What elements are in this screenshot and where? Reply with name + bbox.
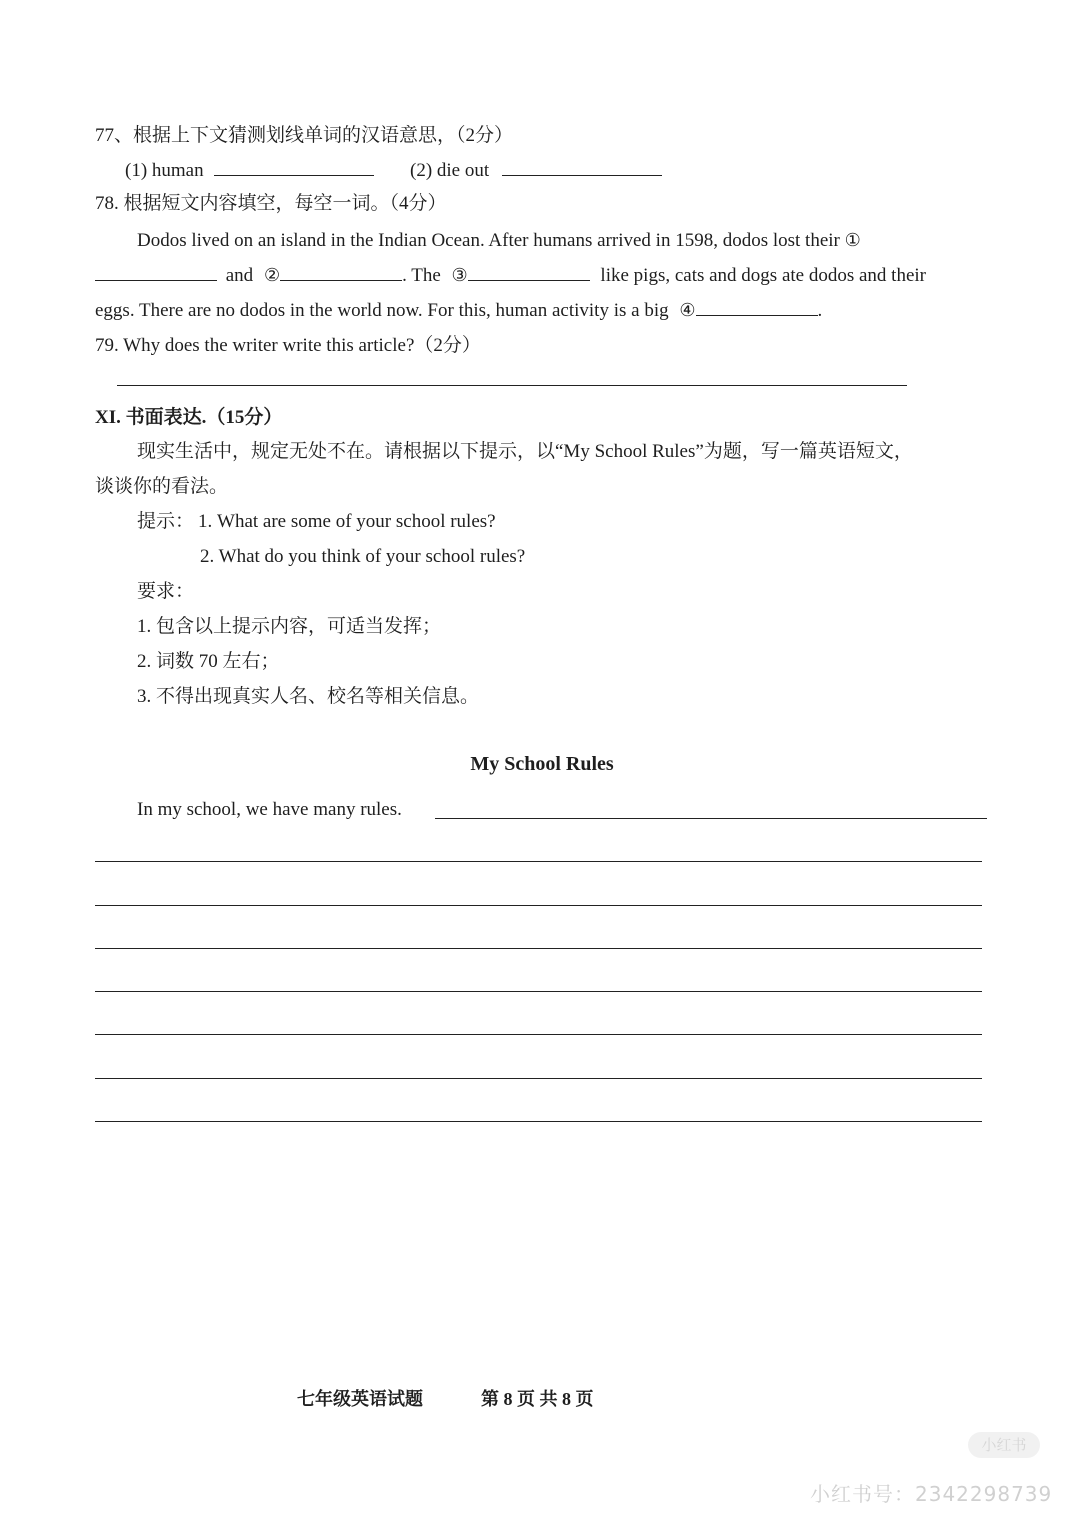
hint-label: 提示：: [137, 511, 195, 532]
blank-marker-1: ①: [844, 230, 861, 251]
q78-answer-blank-2[interactable]: [280, 266, 402, 281]
q78-and: and: [225, 265, 254, 286]
q78-title: 78. 根据短文内容填空，每空一词。（4分）: [95, 193, 447, 214]
q79-title: 79. Why does the writer write this article?（2分）: [95, 335, 481, 356]
q78-passage-line-2: [95, 264, 926, 288]
essay-writing-line-5[interactable]: [95, 991, 982, 992]
q78-passage-line-3: [95, 299, 822, 323]
watermark-id: 小红书号：2342298739: [810, 1482, 1053, 1506]
essay-writing-line-6[interactable]: [95, 1034, 982, 1035]
q77-answer-blank-1[interactable]: [214, 161, 374, 176]
q78-period: .: [817, 300, 823, 321]
section-heading: XI. 书面表达.（15分）: [95, 407, 283, 428]
q77-title: 77、根据上下文猜测划线单词的汉语意思，（2分）: [95, 125, 514, 146]
essay-writing-line-7[interactable]: [95, 1078, 982, 1079]
q77-item-1: [125, 159, 374, 183]
requirement-1: 1. 包含以上提示内容，可适当发挥；: [137, 616, 442, 637]
q77-answer-blank-2[interactable]: [502, 161, 662, 176]
requirement-3: 3. 不得出现真实人名、校名等相关信息。: [137, 686, 480, 707]
watermark-badge: 小红书: [968, 1432, 1040, 1458]
q77-item-1-label: (1) human: [125, 160, 204, 181]
essay-writing-line-2[interactable]: [95, 861, 982, 862]
section-intro-line-2: 谈谈你的看法。: [95, 476, 229, 497]
essay-title: My School Rules: [470, 753, 614, 775]
essay-writing-line-8[interactable]: [95, 1121, 982, 1122]
footer-page-number: 第 8 页 共 8 页: [481, 1389, 594, 1409]
requirement-2: 2. 词数 70 左右；: [137, 651, 280, 672]
hint-1: 1. What are some of your school rules?: [198, 511, 496, 532]
section-intro-line-1: 现实生活中，规定无处不在。请根据以下提示，以“My School Rules”为题，写一篇英语短文，: [137, 441, 913, 462]
q78-answer-blank-4[interactable]: [696, 301, 818, 316]
hint-2: 2. What do you think of your school rules?: [200, 546, 526, 567]
q77-item-2-label: (2) die out: [410, 160, 490, 181]
q77-item-2: [410, 159, 662, 183]
q78-answer-blank-3[interactable]: [468, 266, 590, 281]
q78-text-3: eggs. There are no dodos in the world now. For this, human activity is a big: [95, 300, 669, 321]
footer-exam-name: 七年级英语试题: [297, 1389, 423, 1409]
q78-passage-line-1: [137, 229, 975, 253]
blank-marker-3: ③: [451, 265, 468, 286]
essay-writing-line-3[interactable]: [95, 905, 982, 906]
q78-text-1: Dodos lived on an island in the Indian Ocean. After humans arrived in 1598, dodos lost their: [137, 230, 840, 251]
hint-1-row: [137, 510, 496, 534]
requirements-label: 要求：: [137, 581, 195, 602]
essay-opening: In my school, we have many rules.: [137, 799, 402, 820]
q78-answer-blank-1[interactable]: [95, 266, 217, 281]
q79-answer-line[interactable]: [117, 385, 907, 386]
blank-marker-4: ④: [679, 300, 696, 321]
q78-text-2: like pigs, cats and dogs ate dodos and their: [600, 265, 926, 286]
essay-writing-line-4[interactable]: [95, 948, 982, 949]
q78-the: . The: [402, 265, 441, 286]
essay-writing-line-1[interactable]: [435, 818, 987, 819]
blank-marker-2: ②: [263, 265, 281, 286]
